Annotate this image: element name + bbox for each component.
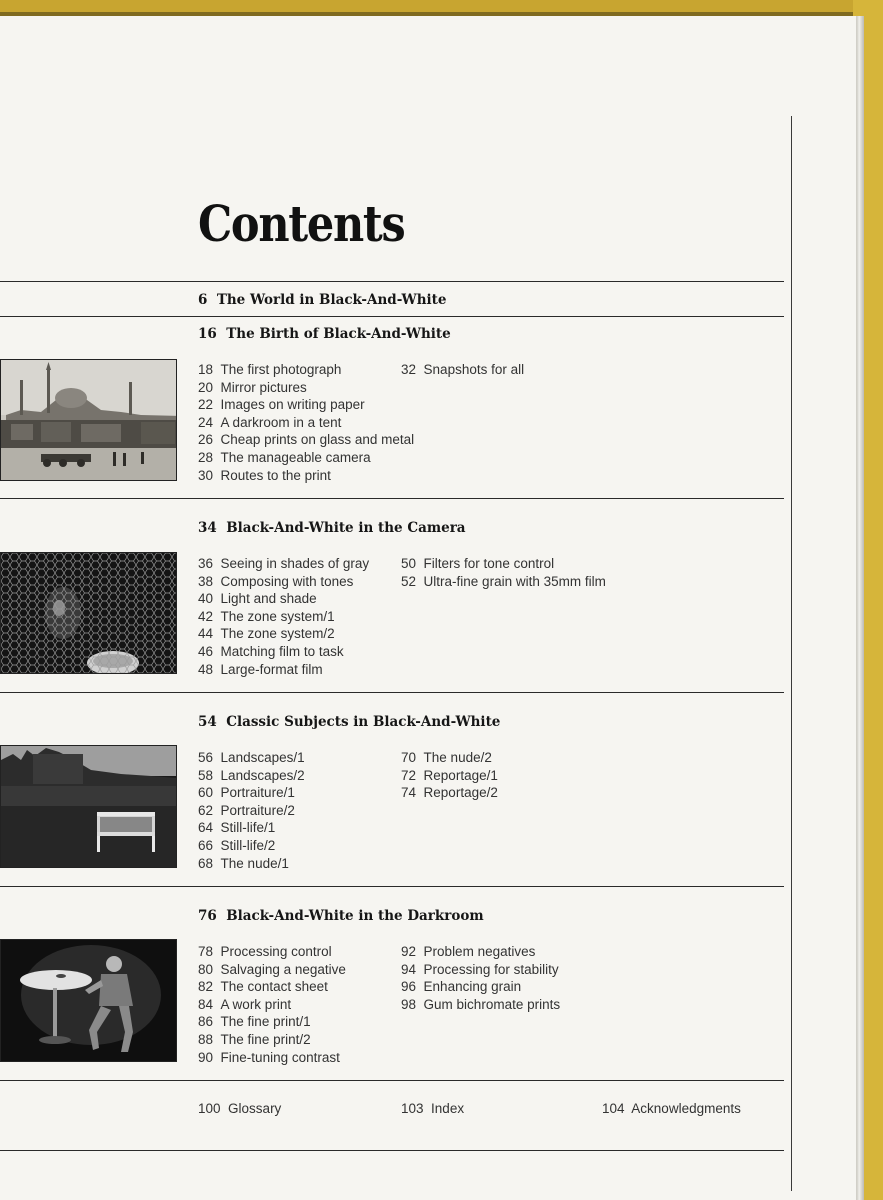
section-heading-world: 6 The World in Black-And-White xyxy=(198,292,447,308)
toc-entry[interactable]: 86 The fine print/1 xyxy=(198,1014,311,1030)
toc-entry[interactable]: 90 Fine-tuning contrast xyxy=(198,1049,340,1065)
toc-entry[interactable]: 20 Mirror pictures xyxy=(198,379,307,395)
entries-subjects-left xyxy=(198,749,305,872)
entries-birth-left xyxy=(198,361,414,484)
entries-subjects-right xyxy=(401,749,498,802)
toc-entry[interactable]: 50 Filters for tone control xyxy=(401,556,555,571)
toc-entry[interactable]: 64 Still-life/1 xyxy=(198,820,276,836)
toc-entry[interactable]: 46 Matching film to task xyxy=(198,643,344,659)
toc-entry[interactable]: 92 Problem negatives xyxy=(401,944,536,959)
toc-entry[interactable]: 96 Enhancing grain xyxy=(401,979,522,995)
entries-camera-right xyxy=(401,555,606,590)
toc-entry[interactable]: 74 Reportage/2 xyxy=(401,785,498,801)
toc-entry[interactable]: 78 Processing control xyxy=(198,944,332,959)
toc-entry[interactable]: 58 Landscapes/2 xyxy=(198,767,305,783)
toc-entry-acknowledgments[interactable]: 104 Acknowledgments xyxy=(602,1101,741,1116)
toc-entry[interactable]: 84 A work print xyxy=(198,996,292,1012)
toc-entry[interactable]: 30 Routes to the print xyxy=(198,467,331,483)
toc-entry[interactable]: 28 The manageable camera xyxy=(198,449,371,465)
book-top-edge xyxy=(0,0,883,16)
entries-darkroom-right xyxy=(401,943,560,1013)
toc-entry[interactable]: 94 Processing for stability xyxy=(401,961,559,977)
toc-entry[interactable]: 70 The nude/2 xyxy=(401,750,492,765)
toc-entry[interactable]: 32 Snapshots for all xyxy=(401,362,525,377)
entries-birth-right xyxy=(401,361,524,379)
section-heading-darkroom: 76 Black-And-White in the Darkroom xyxy=(198,908,484,924)
photo-istanbul-mosque xyxy=(0,359,177,481)
toc-entry[interactable]: 72 Reportage/1 xyxy=(401,767,498,783)
section-rule xyxy=(0,886,784,887)
toc-entry[interactable]: 68 The nude/1 xyxy=(198,855,289,871)
photo-garden-bench xyxy=(0,745,177,868)
section-rule xyxy=(0,1150,784,1151)
gutter-line xyxy=(791,116,792,1191)
section-heading-camera: 34 Black-And-White in the Camera xyxy=(198,520,466,536)
toc-entry[interactable]: 88 The fine print/2 xyxy=(198,1031,311,1047)
toc-entry[interactable]: 42 The zone system/1 xyxy=(198,608,335,624)
toc-entry[interactable]: 98 Gum bichromate prints xyxy=(401,996,561,1012)
photo-man-at-table xyxy=(0,939,177,1062)
page-title: Contents xyxy=(198,194,405,253)
toc-entry[interactable]: 66 Still-life/2 xyxy=(198,837,276,853)
entries-camera-left xyxy=(198,555,369,678)
section-rule xyxy=(0,692,784,693)
entries-darkroom-left xyxy=(198,943,346,1066)
toc-entry[interactable]: 82 The contact sheet xyxy=(198,979,328,995)
section-rule xyxy=(0,498,784,499)
toc-entry[interactable]: 24 A darkroom in a tent xyxy=(198,414,342,430)
photo-cat-behind-mesh xyxy=(0,552,177,674)
section-heading-subjects: 54 Classic Subjects in Black-And-White xyxy=(198,714,501,730)
toc-entry[interactable]: 22 Images on writing paper xyxy=(198,397,365,413)
toc-entry[interactable]: 26 Cheap prints on glass and metal xyxy=(198,432,415,448)
toc-entry[interactable]: 18 The first photograph xyxy=(198,362,342,377)
toc-entry[interactable]: 60 Portraiture/1 xyxy=(198,785,295,801)
toc-entry-glossary[interactable]: 100 Glossary xyxy=(198,1101,282,1116)
toc-entry[interactable]: 44 The zone system/2 xyxy=(198,626,335,642)
section-heading-birth: 16 The Birth of Black-And-White xyxy=(198,326,451,342)
toc-entry[interactable]: 56 Landscapes/1 xyxy=(198,750,305,765)
toc-entry[interactable]: 36 Seeing in shades of gray xyxy=(198,556,370,571)
section-rule xyxy=(0,1080,784,1081)
section-rule xyxy=(0,316,784,317)
toc-entry[interactable]: 48 Large-format film xyxy=(198,661,323,677)
toc-entry[interactable]: 38 Composing with tones xyxy=(198,573,354,589)
section-rule xyxy=(0,281,784,282)
toc-entry[interactable]: 52 Ultra-fine grain with 35mm film xyxy=(401,573,606,589)
toc-entry-index[interactable]: 103 Index xyxy=(401,1101,465,1116)
toc-entry[interactable]: 40 Light and shade xyxy=(198,591,317,607)
toc-entry[interactable]: 62 Portraiture/2 xyxy=(198,802,295,818)
toc-entry[interactable]: 80 Salvaging a negative xyxy=(198,961,346,977)
